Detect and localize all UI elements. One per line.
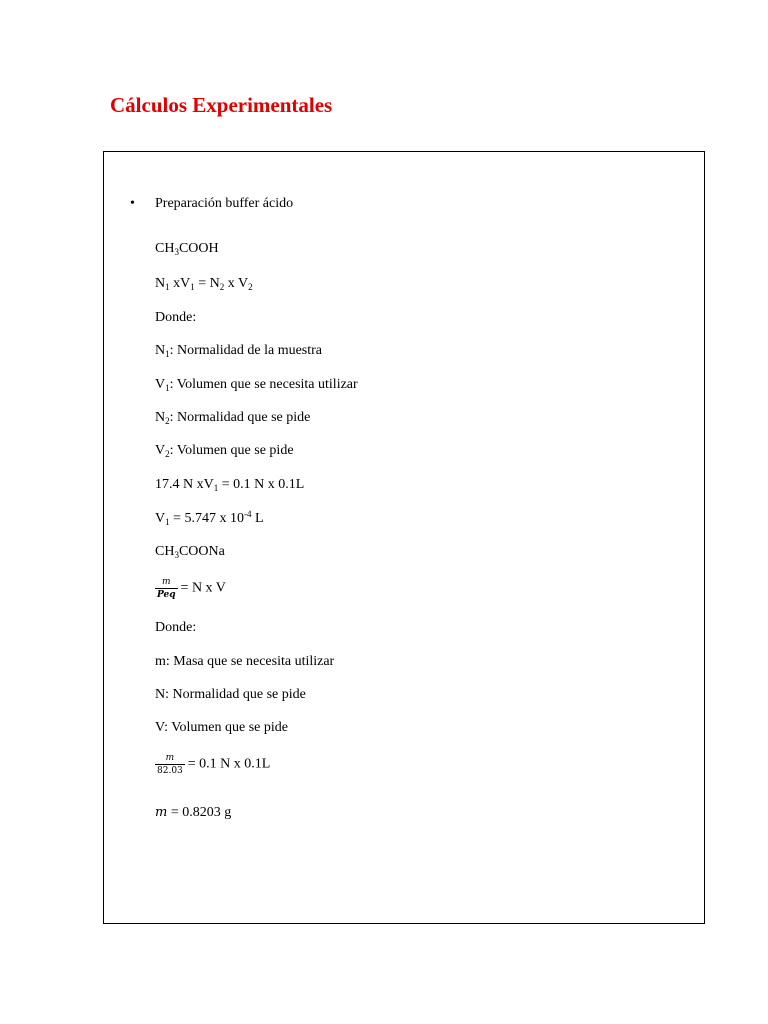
acid-calculation: 17.4 N $xV_1 = 0.1$ N x 0.1L <box>155 477 305 493</box>
mass-fraction: $\frac{m}{\text{Peq}}$ <box>157 577 176 600</box>
definition-v2: $V_2$: Volumen que se pide <box>155 443 294 459</box>
donde-label-salt: Donde: <box>155 620 197 635</box>
salt-formula: $CH_3COONa$ <box>155 544 225 560</box>
bullet-marker: • <box>130 196 135 211</box>
dilution-equation: $N_1$ $xV_1 = N_2$ x $V_2$ <box>155 276 253 292</box>
salt-calculation: $\frac{m}{82.03}$ = 0.1 N x 0.1L <box>157 753 271 776</box>
mass-equation: $\frac{m}{\text{Peq}}$ = N x V <box>157 577 226 600</box>
acid-result: $V_1 = 5.747$ x $10^{-4}$ L <box>155 509 264 527</box>
acid-formula: $CH_3COOH$ <box>155 241 219 257</box>
section-heading: Preparación buffer ácido <box>155 196 294 211</box>
salt-result: m = 0.8203 g <box>155 805 232 820</box>
definition-v: V: Volumen que se pide <box>155 720 288 735</box>
definition-m: m: Masa que se necesita utilizar <box>155 654 335 669</box>
page-title: Cálculos Experimentales <box>110 93 333 117</box>
salt-fraction: $\frac{m}{82.03}$ <box>157 753 183 776</box>
definition-n: N: Normalidad que se pide <box>155 687 306 702</box>
definition-n1: $N_1$: Normalidad de la muestra <box>155 343 323 359</box>
definition-n2: $N_2$: Normalidad que se pide <box>155 410 311 426</box>
definition-v1: $V_1$: Volumen que se necesita utilizar <box>155 377 358 393</box>
donde-label-acid: Donde: <box>155 310 197 325</box>
